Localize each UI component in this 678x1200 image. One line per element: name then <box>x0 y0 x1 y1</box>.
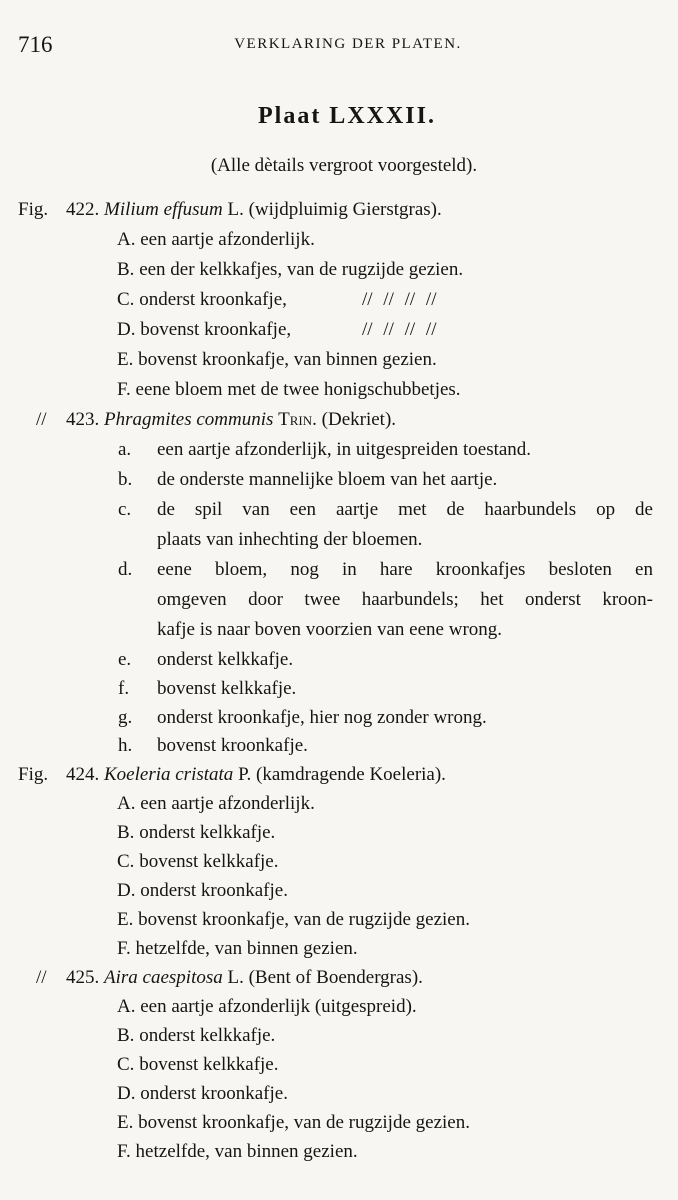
item-text: de spil van een aartje met de haarbundels op de <box>157 499 653 520</box>
item-text: bovenst kelkkafje. <box>139 851 279 872</box>
list-item <box>117 849 278 875</box>
item-letter: f. <box>118 678 130 699</box>
item-letter: D. <box>117 880 136 901</box>
plate-subtitle: (Alle dètails vergroot voorgesteld). <box>210 155 478 176</box>
list-item <box>117 907 470 933</box>
item-letter: C. <box>117 289 135 310</box>
ditto-prefix: // <box>36 409 47 430</box>
item-text: een aartje afzonderlijk (uitgespreid). <box>140 996 417 1017</box>
item-text: een der kelkkafjes, van de rugzijde gezien. <box>139 259 464 280</box>
item-text: bovenst kroonkafje, van de rugzijde gezien. <box>138 1112 470 1133</box>
species-name: Phragmites communis <box>104 409 274 430</box>
species-author: P. <box>238 764 252 785</box>
item-text: onderst kelkkafje. <box>157 649 294 670</box>
item-text: een aartje afzonderlijk, in uitgespreiden toestand. <box>157 439 532 460</box>
item-text: bovenst kelkkafje. <box>157 678 297 699</box>
figure-heading <box>66 762 446 788</box>
item-text: onderst kroonkafje. <box>140 1083 288 1104</box>
item-letter: c. <box>118 499 132 520</box>
figure-heading <box>66 407 396 433</box>
item-text: onderst kroonkafje, <box>139 289 287 310</box>
list-item <box>117 257 463 283</box>
item-letter: F. <box>117 1141 131 1162</box>
item-text: eene bloem, nog in hare kroonkafjes besloten en <box>157 559 653 580</box>
item-letter: F. <box>117 379 131 400</box>
item-text: bovenst kroonkafje. <box>157 735 308 756</box>
species-name: Aira caespitosa <box>104 967 223 988</box>
ditto-prefix: // <box>36 967 47 988</box>
list-item <box>117 994 417 1020</box>
figure-prefix: Fig. <box>18 199 49 220</box>
item-letter: A. <box>117 996 136 1017</box>
list-item <box>117 878 288 904</box>
list-item <box>117 1023 275 1049</box>
item-letter: F. <box>117 938 131 959</box>
species-author: Trin. <box>278 409 317 430</box>
item-text: omgeven door twee haarbundels; het onderst kroon- <box>157 589 653 610</box>
common-name: (wijdpluimig Gierstgras). <box>248 199 442 220</box>
ditto-marks: // // // // <box>362 289 437 310</box>
list-item <box>117 287 287 313</box>
item-letter: E. <box>117 909 134 930</box>
item-text: eene bloem met de twee honigschubbetjes. <box>135 379 461 400</box>
item-text: hetzelfde, van binnen gezien. <box>135 1141 358 1162</box>
page-number: 716 <box>18 32 53 57</box>
item-text: onderst kroonkafje, hier nog zonder wrong. <box>157 707 487 728</box>
figure-heading <box>66 197 442 223</box>
list-item <box>117 317 291 343</box>
item-text: een aartje afzonderlijk. <box>140 229 315 250</box>
list-item <box>117 1139 358 1165</box>
item-letter: D. <box>117 1083 136 1104</box>
item-text: bovenst kroonkafje, <box>140 319 292 340</box>
list-item <box>117 1110 470 1136</box>
item-text: onderst kroonkafje. <box>140 880 288 901</box>
item-letter: E. <box>117 1112 134 1133</box>
plate-title: Plaat LXXXII. <box>257 103 436 129</box>
item-letter: B. <box>117 259 135 280</box>
item-text: een aartje afzonderlijk. <box>140 793 315 814</box>
common-name: (Bent of Boendergras). <box>248 967 423 988</box>
species-author: L. <box>227 199 244 220</box>
ditto-marks: // // // // <box>362 319 437 340</box>
item-letter: C. <box>117 851 135 872</box>
figure-number: 424. <box>66 764 100 785</box>
common-name: (kamdragende Koeleria). <box>256 764 446 785</box>
species-name: Milium effusum <box>104 199 223 220</box>
figure-prefix: Fig. <box>18 764 49 785</box>
item-letter: E. <box>117 349 134 370</box>
common-name: (Dekriet). <box>321 409 397 430</box>
item-text: bovenst kelkkafje. <box>139 1054 279 1075</box>
item-letter: g. <box>118 707 133 728</box>
item-letter: B. <box>117 822 135 843</box>
item-letter: h. <box>118 735 133 756</box>
item-letter: B. <box>117 1025 135 1046</box>
item-text: kafje is naar boven voorzien van eene wrong. <box>157 619 503 640</box>
item-letter: A. <box>117 793 136 814</box>
item-letter: d. <box>118 559 133 580</box>
list-item <box>117 820 275 846</box>
item-text: hetzelfde, van binnen gezien. <box>135 938 358 959</box>
list-item <box>117 377 461 403</box>
running-title: VERKLARING DER PLATEN. <box>234 36 462 52</box>
item-text: onderst kelkkafje. <box>139 1025 276 1046</box>
item-letter: D. <box>117 319 136 340</box>
item-letter: a. <box>118 439 132 460</box>
item-text: plaats van inhechting der bloemen. <box>157 529 423 550</box>
item-text: bovenst kroonkafje, van binnen gezien. <box>138 349 437 370</box>
item-letter: C. <box>117 1054 135 1075</box>
item-text: de onderste mannelijke bloem van het aartje. <box>157 469 498 490</box>
figure-number: 422. <box>66 199 100 220</box>
list-item <box>117 791 315 817</box>
species-author: L. <box>227 967 244 988</box>
list-item <box>117 1052 278 1078</box>
figure-number: 425. <box>66 967 100 988</box>
figure-number: 423. <box>66 409 100 430</box>
list-item <box>117 347 437 373</box>
item-letter: b. <box>118 469 133 490</box>
item-letter: e. <box>118 649 132 670</box>
species-name: Koeleria cristata <box>104 764 234 785</box>
figure-heading <box>66 965 423 991</box>
item-letter: A. <box>117 229 136 250</box>
item-text: onderst kelkkafje. <box>139 822 276 843</box>
list-item <box>117 936 358 962</box>
list-item <box>117 227 315 253</box>
list-item <box>117 1081 288 1107</box>
item-text: bovenst kroonkafje, van de rugzijde gezien. <box>138 909 470 930</box>
